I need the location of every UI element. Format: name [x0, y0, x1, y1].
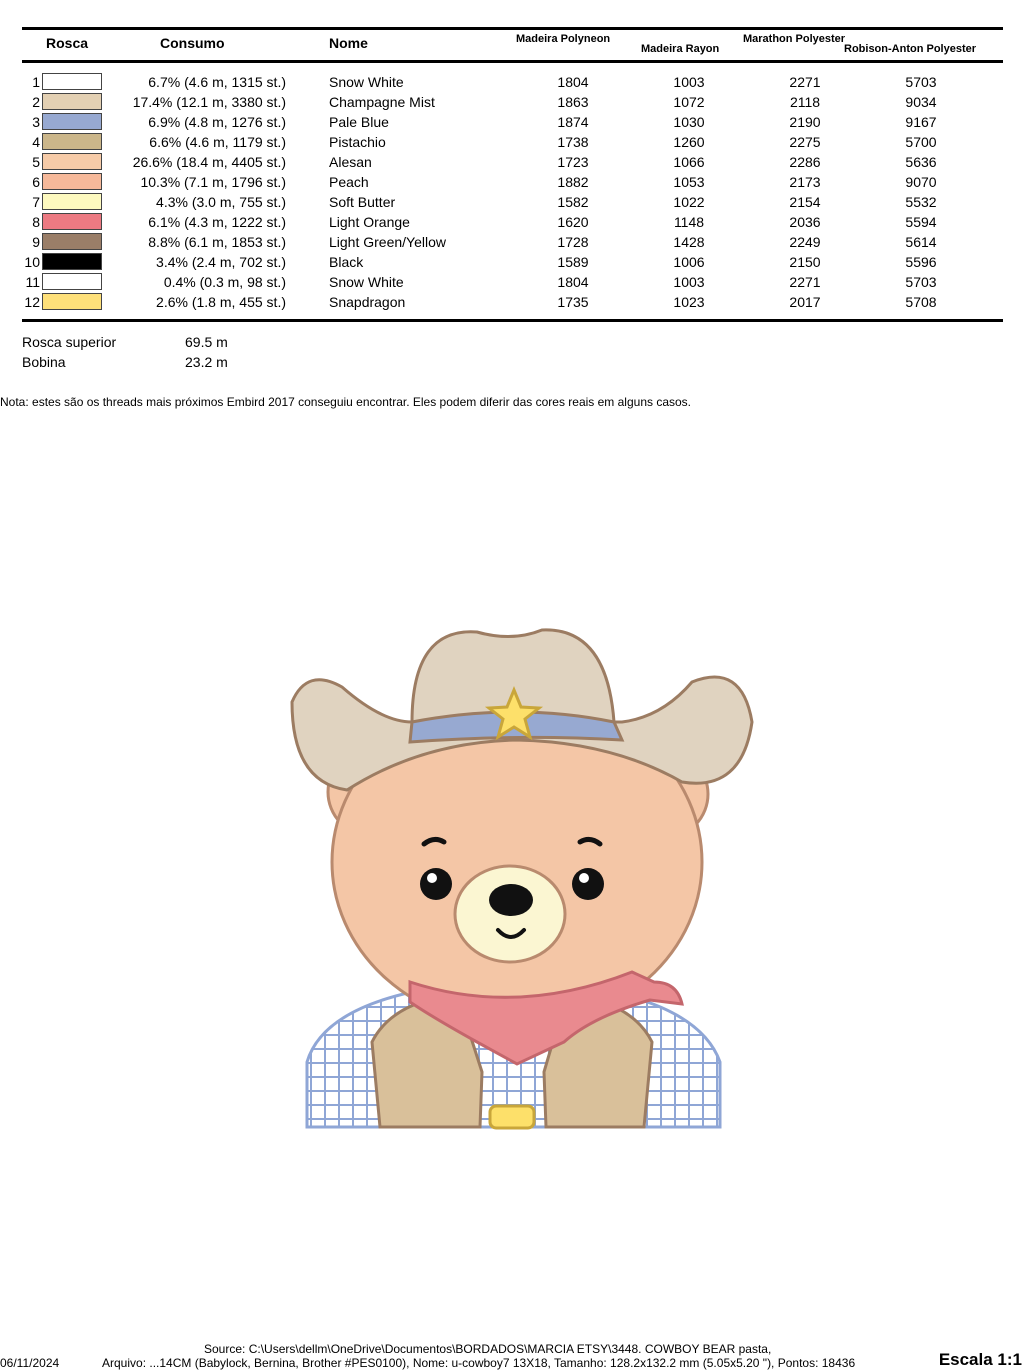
- thread-consumption: 26.6% (18.4 m, 4405 st.): [132, 154, 286, 170]
- thread-number: 4: [32, 134, 40, 150]
- thread-madeira-polyneon: 1882: [557, 174, 589, 190]
- thread-marathon: 2271: [789, 274, 821, 290]
- thread-robison: 5594: [905, 214, 937, 230]
- thread-robison: 5703: [905, 274, 937, 290]
- thread-consumption: 6.6% (4.6 m, 1179 st.): [149, 134, 286, 150]
- thread-number: 5: [32, 154, 40, 170]
- thread-madeira-polyneon: 1804: [557, 74, 589, 90]
- table-bottom-rule: [22, 319, 1003, 322]
- thread-name: Snapdragon: [329, 294, 406, 310]
- thread-row: [0, 272, 1024, 292]
- cowboy-bear-design: [262, 622, 762, 1134]
- thread-robison: 5636: [905, 154, 937, 170]
- footer-source: Source: C:\Users\dellm\OneDrive\Documentos\BORDADOS\MARCIA ETSY\3448. COWBOY BEAR pasta,: [204, 1342, 772, 1356]
- thread-row: [0, 132, 1024, 152]
- belt-buckle: [490, 1106, 534, 1128]
- thread-color-swatch: [42, 73, 102, 90]
- thread-row: [0, 172, 1024, 192]
- thread-consumption: 17.4% (12.1 m, 3380 st.): [132, 94, 286, 110]
- header-madeira-rayon: Madeira Rayon: [641, 43, 720, 55]
- thread-robison: 5703: [905, 74, 937, 90]
- thread-madeira-rayon: 1030: [673, 114, 705, 130]
- thread-madeira-rayon: 1022: [673, 194, 705, 210]
- thread-row: [0, 212, 1024, 232]
- thread-madeira-polyneon: 1723: [557, 154, 589, 170]
- thread-madeira-rayon: 1003: [673, 74, 705, 90]
- thread-madeira-rayon: 1148: [673, 214, 705, 230]
- thread-madeira-polyneon: 1874: [557, 114, 589, 130]
- thread-madeira-polyneon: 1735: [557, 294, 589, 310]
- thread-madeira-rayon: 1260: [673, 134, 705, 150]
- thread-madeira-polyneon: 1728: [557, 234, 589, 250]
- thread-number: 6: [32, 174, 40, 190]
- thread-color-swatch: [42, 113, 102, 130]
- thread-consumption: 0.4% (0.3 m, 98 st.): [163, 274, 286, 290]
- thread-name: Black: [329, 254, 364, 270]
- thread-madeira-polyneon: 1582: [557, 194, 589, 210]
- thread-robison: 9167: [905, 114, 937, 130]
- header-marathon-polyester: Marathon Polyester: [743, 33, 846, 45]
- thread-madeira-polyneon: 1589: [557, 254, 589, 270]
- thread-madeira-rayon: 1066: [673, 154, 705, 170]
- thread-color-swatch: [42, 273, 102, 290]
- thread-color-swatch: [42, 153, 102, 170]
- thread-color-swatch: [42, 93, 102, 110]
- thread-name: Snow White: [329, 74, 404, 90]
- thread-name: Peach: [329, 174, 369, 190]
- thread-madeira-polyneon: 1620: [557, 214, 589, 230]
- thread-name: Soft Butter: [329, 194, 396, 210]
- thread-robison: 9070: [905, 174, 937, 190]
- thread-consumption: 6.1% (4.3 m, 1222 st.): [148, 214, 286, 230]
- thread-marathon: 2190: [789, 114, 821, 130]
- thread-consumption: 3.4% (2.4 m, 702 st.): [156, 254, 286, 270]
- thread-robison: 5614: [905, 234, 937, 250]
- nose: [489, 884, 533, 916]
- thread-number: 9: [32, 234, 40, 250]
- thread-madeira-rayon: 1428: [673, 234, 705, 250]
- thread-number: 7: [32, 194, 40, 210]
- footer-arquivo: Arquivo: ...14CM (Babylock, Bernina, Brother #PES0100), Nome: u-cowboy7 13X18, Tamanho: 128.2x132.2 mm (5.05x5.20 "), Pontos: 18436: [102, 1356, 856, 1370]
- thread-name: Snow White: [329, 274, 404, 290]
- footer-date: 06/11/2024: [0, 1356, 60, 1370]
- thread-name: Light Green/Yellow: [329, 234, 447, 250]
- thread-color-swatch: [42, 293, 102, 310]
- header-madeira-polyneon: Madeira Polyneon: [516, 33, 611, 45]
- thread-number: 11: [25, 274, 40, 290]
- thread-row: [0, 292, 1024, 312]
- thread-madeira-polyneon: 1863: [557, 94, 589, 110]
- thread-robison: 9034: [905, 94, 937, 110]
- thread-consumption: 6.9% (4.8 m, 1276 st.): [148, 114, 286, 130]
- thread-color-swatch: [42, 213, 102, 230]
- rosca-superior-label: Rosca superior: [22, 334, 117, 350]
- thread-marathon: 2036: [789, 214, 821, 230]
- thread-number: 10: [24, 254, 40, 270]
- thread-madeira-rayon: 1006: [673, 254, 705, 270]
- thread-color-swatch: [42, 193, 102, 210]
- thread-consumption: 6.7% (4.6 m, 1315 st.): [148, 74, 286, 90]
- bobina-label: Bobina: [22, 354, 66, 370]
- thread-name: Champagne Mist: [329, 94, 435, 110]
- thread-marathon: 2154: [789, 194, 821, 210]
- thread-madeira-rayon: 1053: [673, 174, 705, 190]
- thread-marathon: 2275: [789, 134, 821, 150]
- eye-left: [420, 868, 452, 900]
- thread-madeira-rayon: 1023: [673, 294, 705, 310]
- thread-row: [0, 92, 1024, 112]
- thread-number: 2: [32, 94, 40, 110]
- thread-name: Pistachio: [329, 134, 386, 150]
- thread-row: [0, 252, 1024, 272]
- thread-name: Light Orange: [329, 214, 410, 230]
- thread-row: [0, 72, 1024, 92]
- bobina-value: 23.2 m: [185, 354, 228, 370]
- thread-robison: 5708: [905, 294, 937, 310]
- thread-number: 8: [32, 214, 40, 230]
- eye-right: [572, 868, 604, 900]
- thread-madeira-polyneon: 1738: [557, 134, 589, 150]
- footer-escala: Escala 1:1: [938, 1350, 1022, 1369]
- thread-number: 12: [24, 294, 40, 310]
- thread-marathon: 2249: [789, 234, 821, 250]
- thread-number: 3: [32, 114, 40, 130]
- thread-consumption: 8.8% (6.1 m, 1853 st.): [148, 234, 286, 250]
- thread-marathon: 2118: [789, 94, 821, 110]
- thread-color-swatch: [42, 173, 102, 190]
- thread-row: [0, 112, 1024, 132]
- thread-color-swatch: [42, 253, 102, 270]
- header-robison-anton: Robison-Anton Polyester: [844, 43, 977, 55]
- header-bottom-rule: [22, 60, 1003, 63]
- thread-number: 1: [32, 74, 40, 90]
- thread-consumption: 10.3% (7.1 m, 1796 st.): [140, 174, 286, 190]
- thread-madeira-rayon: 1072: [673, 94, 705, 110]
- header-rosca: Rosca: [46, 35, 89, 51]
- thread-consumption: 2.6% (1.8 m, 455 st.): [156, 294, 286, 310]
- thread-row: [0, 232, 1024, 252]
- thread-color-swatch: [42, 133, 102, 150]
- thread-consumption: 4.3% (3.0 m, 755 st.): [156, 194, 286, 210]
- thread-marathon: 2150: [789, 254, 821, 270]
- header-top-rule: [22, 27, 1003, 30]
- thread-madeira-rayon: 1003: [673, 274, 705, 290]
- header-consumo: Consumo: [160, 35, 225, 51]
- thread-robison: 5596: [905, 254, 937, 270]
- thread-color-swatch: [42, 233, 102, 250]
- thread-madeira-polyneon: 1804: [557, 274, 589, 290]
- thread-name: Alesan: [329, 154, 372, 170]
- note-text: Nota: estes são os threads mais próximos Embird 2017 conseguiu encontrar. Eles podem diferir das cores reais em alguns casos.: [0, 395, 692, 409]
- thread-marathon: 2271: [789, 74, 821, 90]
- thread-robison: 5700: [905, 134, 937, 150]
- thread-row: [0, 192, 1024, 212]
- thread-marathon: 2286: [789, 154, 821, 170]
- thread-name: Pale Blue: [329, 114, 389, 130]
- thread-marathon: 2017: [789, 294, 821, 310]
- thread-robison: 5532: [905, 194, 937, 210]
- rosca-superior-value: 69.5 m: [185, 334, 228, 350]
- header-nome: Nome: [329, 35, 368, 51]
- thread-row: [0, 152, 1024, 172]
- thread-marathon: 2173: [789, 174, 821, 190]
